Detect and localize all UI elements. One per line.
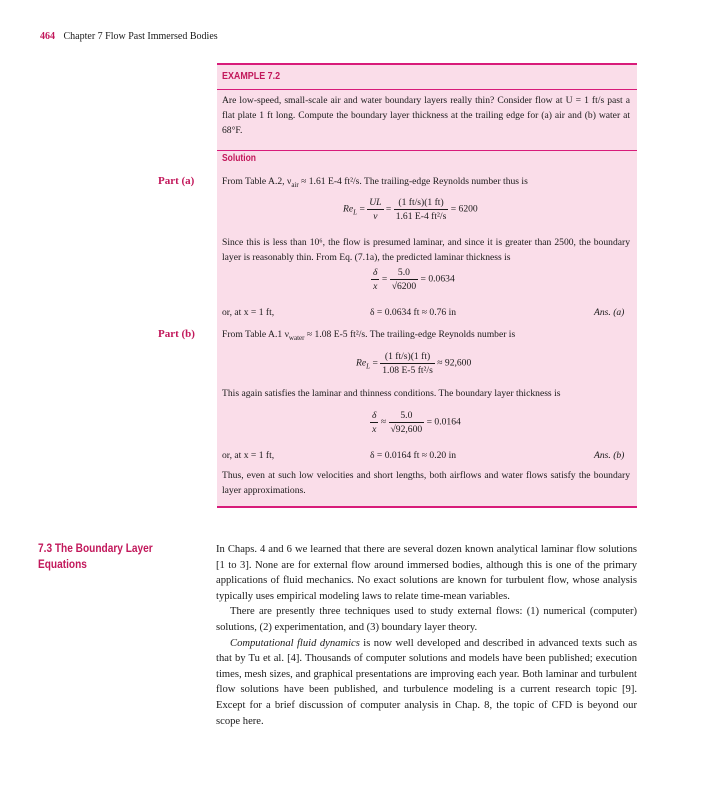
part-b-result: δ = 0.0164 ft ≈ 0.20 in: [370, 450, 457, 461]
section-paragraph-3: Computational fluid dynamics is now well developed and described in advanced texts such as that by Tu et al. [4]. Thousands of computer solutions and models have been published; execution times, mesh sizes, and graphical presentations are improving each year. Both laminar and turbulent flow solutions have been published, and turbulence modeling is a current research topic [9]. Except for a brief discussion of computer analysis in Chap. 8, the topic of CFD is beyond our scope here.: [216, 637, 637, 727]
example-bottom-rule: [217, 506, 637, 508]
part-b-result-left: or, at x = 1 ft,: [222, 450, 275, 461]
part-a-label: Part (a): [158, 175, 195, 187]
part-a-result: δ = 0.0634 ft ≈ 0.76 in: [370, 307, 457, 318]
section-paragraph-2: There are presently three techniques used to study external flows: (1) numerical (computer) solutions, (2) experimentation, and (3) boundary layer theory.: [216, 606, 637, 633]
example-title: EXAMPLE 7.2: [222, 70, 281, 82]
ul-over-nu-fraction: $\frac{UL}{\nu}$: [369, 197, 382, 222]
solution-rule: [217, 150, 637, 151]
example-title-rule: [217, 89, 637, 90]
running-header: [40, 31, 218, 42]
part-a-explanation: Since this is less than 10⁶, the flow is presumed laminar, and since it is greater than 2500, the boundary layer is reasonably thin. From Eq. (7.1a), the predicted laminar thickness is: [222, 237, 630, 263]
part-a-answer-tag: Ans. (a): [594, 307, 625, 318]
part-b-thickness-equation: $\frac{\delta}{x}$ ≈ $\frac{5.0}{√92,600}$ = 0.0164: [372, 410, 461, 435]
part-b-reynolds-equation: $Re_L$ = $\frac{(1 ft/s)(1 ft)}{\text{1.08 E-5 ft²/s}}$ ≈ 92,600: [356, 351, 472, 376]
part-b-intro: From Table A.1 $\nu_{water} \approx 1.08$ E-5 ft²/s. The trailing-edge Reynolds number is: [222, 329, 516, 342]
part-b-answer-tag: Ans. (b): [594, 450, 625, 461]
part-a-reynolds-equation: $Re_L$ = $\frac{UL}{\nu}$ = $\frac{(1 ft/s)(1 ft)}{\text{1.61 E-4 ft²/s}}$ = 6200: [343, 197, 478, 222]
nu-water-subscript: water: [288, 333, 305, 342]
page-number: 464: [40, 31, 55, 42]
example-problem: Are low-speed, small-scale air and water boundary layers really thin? Consider flow at U = 1 ft/s past a flat plate 1 ft long. Compute the boundary layer thickness at the trailing edge for (a) air and (b) water at 68°F.: [222, 95, 630, 136]
part-a-result-left: or, at x = 1 ft,: [222, 307, 275, 318]
example-conclusion: Thus, even at such low velocities and short lengths, both airflows and water flows satisfy the boundary layer approximations.: [222, 470, 630, 496]
running-title: Chapter 7 Flow Past Immersed Bodies: [63, 31, 218, 42]
part-b-label: Part (b): [158, 328, 195, 340]
part-a-intro: From Table A.2, $\nu_{air} \approx 1.61$ E-4 ft²/s. The trailing-edge Reynolds number thus is: [222, 176, 528, 189]
part-b-explanation: This again satisfies the laminar and thinness conditions. The boundary layer thickness is: [222, 388, 561, 399]
reynolds-value-fraction: $\frac{(1 ft/s)(1 ft)}{\text{1.61 E-4 ft²/s}}$: [395, 197, 447, 222]
section-paragraph-1: In Chaps. 4 and 6 we learned that there are several dozen known analytical laminar flow solutions [1 to 3]. None are for external flow around immersed bodies, although this is one of the primary applications of fluid mechanics. No exact solutions are known for turbulent flow, whose analysis typically uses empirical modeling laws to relate time-mean variables.: [216, 544, 637, 602]
solution-label: Solution: [222, 153, 256, 164]
nu-air-subscript: air: [291, 180, 299, 189]
section-heading: 7.3 The Boundary Layer Equations: [38, 543, 153, 571]
example-top-rule: [217, 63, 637, 65]
section-body: [216, 542, 637, 729]
part-a-thickness-equation: $\frac{\delta}{x}$ = $\frac{5.0}{√6200}$ = 0.0634: [373, 267, 455, 292]
